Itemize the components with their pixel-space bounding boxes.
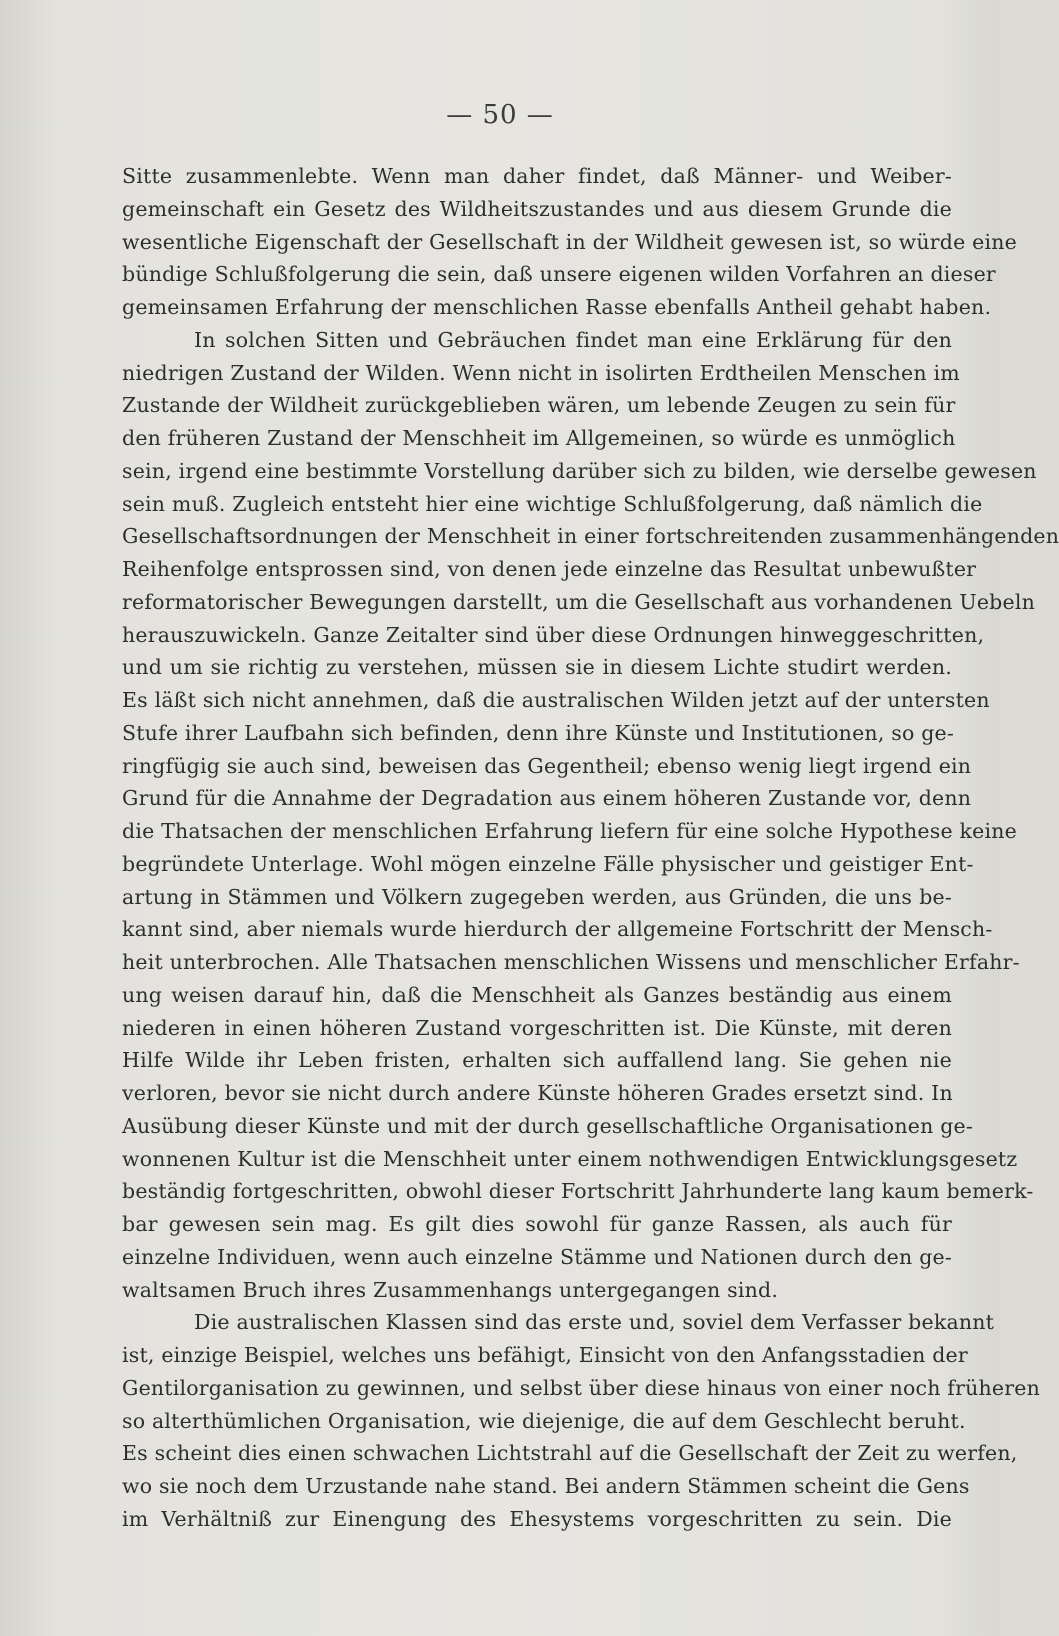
- text-line: bar gewesen sein mag. Es gilt dies sowohl für ganze Rassen, als auch für: [122, 1212, 952, 1236]
- text-line: Gentilorganisation zu gewinnen, und selbst über diese hinaus von einer noch früheren: [122, 1375, 1040, 1400]
- text-line: In solchen Sitten und Gebräuchen findet man eine Erklärung für den: [194, 327, 952, 352]
- text-line: herauszuwickeln. Ganze Zeitalter sind über diese Ordnungen hinweggeschritten,: [122, 622, 985, 647]
- text-line: artung in Stämmen und Völkern zugegeben werden, aus Gründen, die uns be-: [122, 884, 952, 909]
- text-line: ist, einzige Beispiel, welches uns befähigt, Einsicht von den Anfangsstadien der: [122, 1343, 968, 1367]
- text-line: einzelne Individuen, wenn auch einzelne Stämme und Nationen durch den ge-: [122, 1244, 952, 1269]
- text-line: Die australischen Klassen sind das erste und, soviel dem Verfasser bekannt: [194, 1310, 995, 1335]
- text-line: Hilfe Wilde ihr Leben fristen, erhalten sich auffallend lang. Sie gehen nie: [122, 1048, 952, 1073]
- text-line: niedrigen Zustand der Wilden. Wenn nicht in isolirten Erdtheilen Menschen im: [122, 360, 960, 385]
- text-line: verloren, bevor sie nicht durch andere Künste höheren Grades ersetzt sind. In: [122, 1081, 953, 1105]
- text-line: den früheren Zustand der Menschheit im Allgemeinen, so würde es unmöglich: [122, 426, 956, 450]
- text-line: Zustande der Wildheit zurückgeblieben wären, um lebende Zeugen zu sein für: [122, 393, 956, 418]
- text-line: Ausübung dieser Künste und mit der durch gesellschaftliche Organisationen ge-: [122, 1113, 973, 1138]
- text-line: wonnenen Kultur ist die Menschheit unter einem nothwendigen Entwicklungsgesetz: [122, 1146, 1018, 1171]
- text-line: die Thatsachen der menschlichen Erfahrung liefern für eine solche Hypothese keine: [122, 819, 1017, 843]
- text-line: sein muß. Zugleich entsteht hier eine wichtige Schlußfolgerung, daß nämlich die: [122, 491, 983, 516]
- body-text: [122, 160, 1059, 1536]
- text-line: heit unterbrochen. Alle Thatsachen menschlichen Wissens und menschlicher Erfahr-: [122, 950, 1020, 974]
- text-line: Sitte zusammenlebte. Wenn man daher findet, daß Männer- und Weiber-: [122, 164, 952, 188]
- text-line: Es läßt sich nicht annehmen, daß die australischen Wilden jetzt auf der untersten: [122, 688, 990, 712]
- text-line: Grund für die Annahme der Degradation aus einem höheren Zustande vor, denn: [122, 786, 972, 811]
- text-line: bündige Schlußfolgerung die sein, daß unsere eigenen wilden Vorfahren an dieser: [122, 262, 996, 287]
- text-line: Es scheint dies einen schwachen Lichtstrahl auf die Gesellschaft der Zeit zu werfen,: [122, 1441, 1018, 1466]
- text-line: niederen in einen höheren Zustand vorgeschritten ist. Die Künste, mit deren: [122, 1015, 952, 1040]
- text-line: reformatorischer Bewegungen darstellt, um die Gesellschaft aus vorhandenen Uebeln: [122, 589, 1035, 614]
- text-line: und um sie richtig zu verstehen, müssen sie in diesem Lichte studirt werden.: [122, 655, 952, 680]
- text-line: ung weisen darauf hin, daß die Menschheit als Ganzes beständig aus einem: [122, 982, 952, 1007]
- page-number: — 50 —: [446, 100, 554, 130]
- text-line: Stufe ihrer Laufbahn sich befinden, denn ihre Künste und Institutionen, so ge-: [122, 720, 955, 745]
- text-line: Reihenfolge entsprossen sind, von denen jede einzelne das Resultat unbewußter: [122, 557, 977, 581]
- text-line: sein, irgend eine bestimmte Vorstellung darüber sich zu bilden, wie derselbe gewesen: [122, 458, 1037, 483]
- text-line: begründete Unterlage. Wohl mögen einzelne Fälle physischer und geistiger Ent-: [122, 851, 974, 876]
- text-line: wo sie noch dem Urzustande nahe stand. Bei andern Stämmen scheint die Gens: [122, 1474, 970, 1498]
- text-line: beständig fortgeschritten, obwohl dieser Fortschritt Jahrhunderte lang kaum bemerk-: [122, 1179, 1034, 1204]
- text-line: Gesellschaftsordnungen der Menschheit in einer fortschreitenden zusammenhängenden: [122, 524, 1059, 549]
- text-line: wesentliche Eigenschaft der Gesellschaft in der Wildheit gewesen ist, so würde eine: [122, 229, 1017, 254]
- text-line: kannt sind, aber niemals wurde hierdurch der allgemeine Fortschritt der Mensch-: [122, 917, 993, 942]
- text-line: waltsamen Bruch ihres Zusammenhangs untergegangen sind.: [122, 1277, 779, 1302]
- text-line: gemeinschaft ein Gesetz des Wildheitszustandes und aus diesem Grunde die: [122, 196, 952, 221]
- text-line: gemeinsamen Erfahrung der menschlichen Rasse ebenfalls Antheil gehabt haben.: [122, 295, 992, 319]
- text-line: so alterthümlichen Organisation, wie diejenige, die auf dem Geschlecht beruht.: [122, 1408, 966, 1433]
- text-line: im Verhältniß zur Einengung des Ehesystems vorgeschritten zu sein. Die: [122, 1506, 952, 1531]
- text-line: ringfügig sie auch sind, beweisen das Gegentheil; ebenso wenig liegt irgend ein: [122, 753, 972, 778]
